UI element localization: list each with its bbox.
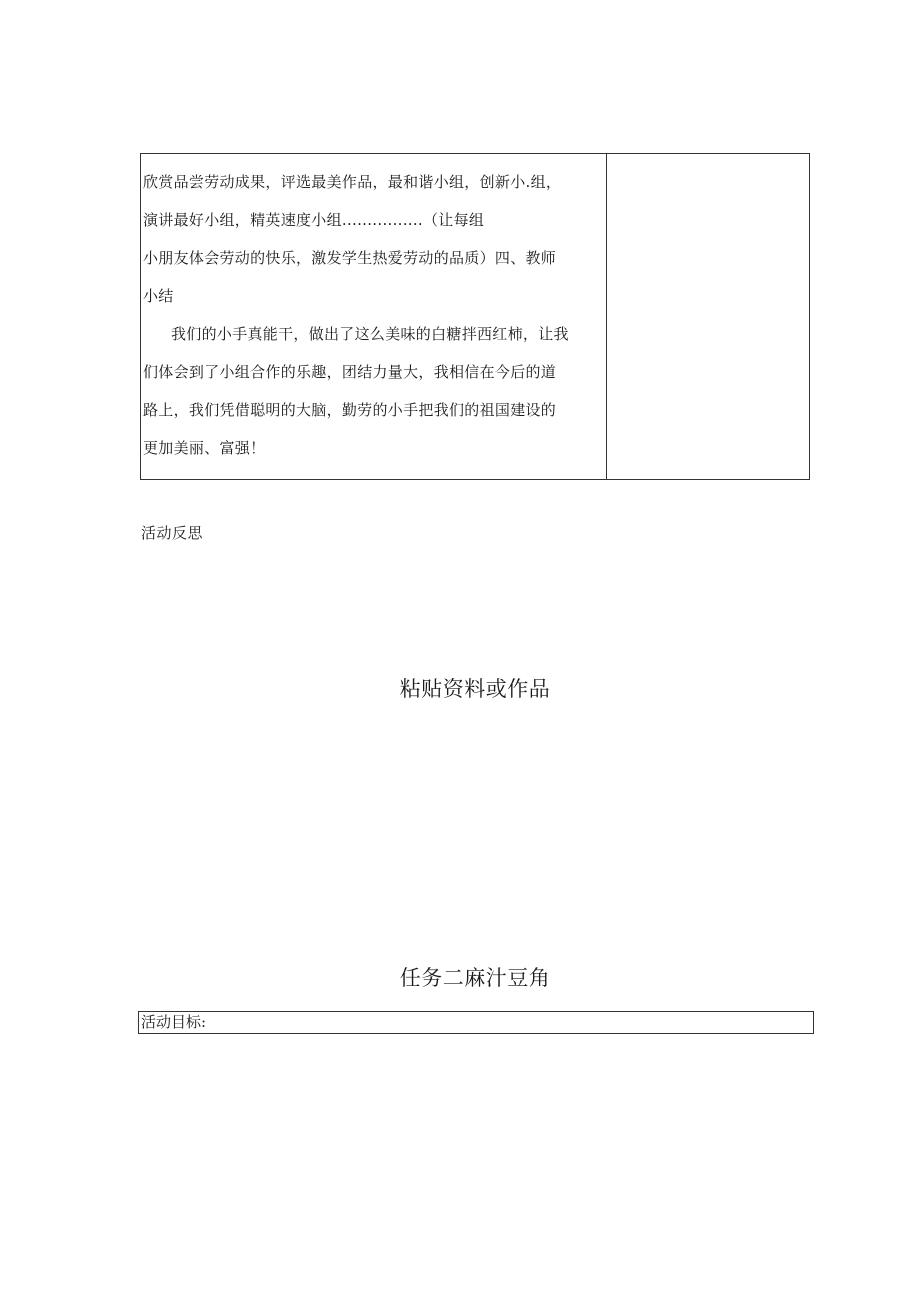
task-two-heading: 任务二麻汁豆角 bbox=[399, 966, 551, 990]
summary-line: 们体会到了小组合作的乐趣，团结力量大，我相信在今后的道 bbox=[143, 363, 557, 381]
content-line: 小朋友体会劳动的快乐，激发学生热爱劳动的品质）四、教师 bbox=[143, 249, 557, 267]
activity-reflection-label: 活动反思 bbox=[141, 524, 204, 542]
activity-table bbox=[140, 153, 810, 480]
summary-line: 路上，我们凭借聪明的大脑，勤劳的小手把我们的祖国建设的 bbox=[143, 401, 557, 419]
summary-line: 更加美丽、富强！ bbox=[143, 439, 266, 457]
activity-content-cell bbox=[141, 154, 606, 479]
activity-goal-field: 活动目标: bbox=[138, 1011, 814, 1034]
content-line: 欣赏品尝劳动成果，评选最美作品，最和谐小组，创新小.组， bbox=[143, 173, 562, 191]
table-column-divider bbox=[606, 154, 607, 479]
paste-materials-heading: 粘贴资料或作品 bbox=[399, 677, 551, 701]
content-line: 演讲最好小组，精英速度小组................（让每组 bbox=[143, 211, 485, 229]
content-line: 小结 bbox=[143, 287, 174, 305]
summary-line: 我们的小手真能干，做出了这么美味的白糖拌西红柿，让我 bbox=[171, 325, 569, 343]
